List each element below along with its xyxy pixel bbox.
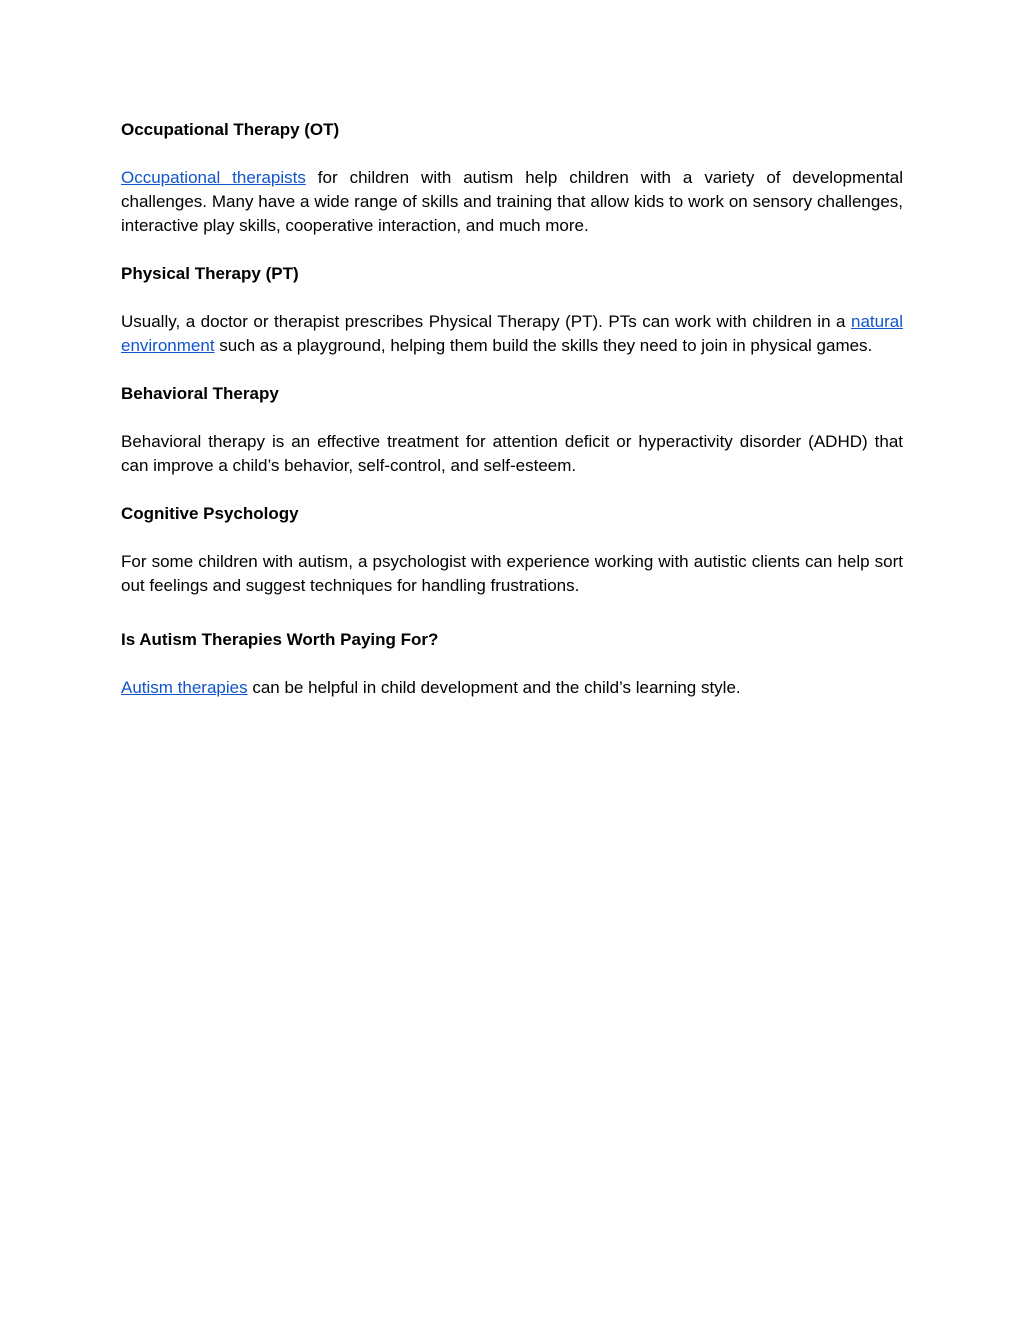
section-body-worth-paying-for — [121, 676, 903, 700]
section-body-occupational-therapy — [121, 166, 903, 238]
section-heading-physical-therapy: Physical Therapy (PT) — [121, 264, 299, 283]
section-body-cognitive-psychology: For some children with autism, a psychologist with experience working with autistic clients can help sort out feelings and suggest techniques for handling frustrations. — [121, 552, 903, 595]
section-heading-occupational-therapy: Occupational Therapy (OT) — [121, 120, 340, 139]
body-text: can be helpful in child development and the child’s learning style. — [247, 678, 741, 697]
link-occupational-therapists[interactable]: Occupational therapists — [121, 168, 306, 187]
section-heading-behavioral-therapy: Behavioral Therapy — [121, 384, 279, 403]
section-body-physical-therapy — [121, 310, 903, 358]
section-body-behavioral-therapy: Behavioral therapy is an effective treatment for attention deficit or hyperactivity disorder (ADHD) that can improve a child’s behavior, self-control, and self-esteem. — [121, 432, 903, 475]
document-page — [121, 118, 903, 700]
body-text-before-link: Usually, a doctor or therapist prescribes Physical Therapy (PT). PTs can work with children in a — [121, 312, 852, 331]
link-autism-therapies[interactable]: Autism therapies — [121, 678, 248, 697]
body-text-after-link: such as a playground, helping them build the skills they need to join in physical games. — [214, 336, 873, 355]
section-heading-worth-paying-for: Is Autism Therapies Worth Paying For? — [121, 630, 439, 649]
body-text: for children with autism help children with a variety of developmental challenges. Many have a wide range of skills and training that allow kids to work on sensory challenges, interactive play skills, cooperative interaction, and much more. — [121, 168, 904, 235]
section-heading-cognitive-psychology: Cognitive Psychology — [121, 504, 299, 523]
link-natural-environment[interactable]: natural environment — [121, 312, 903, 355]
